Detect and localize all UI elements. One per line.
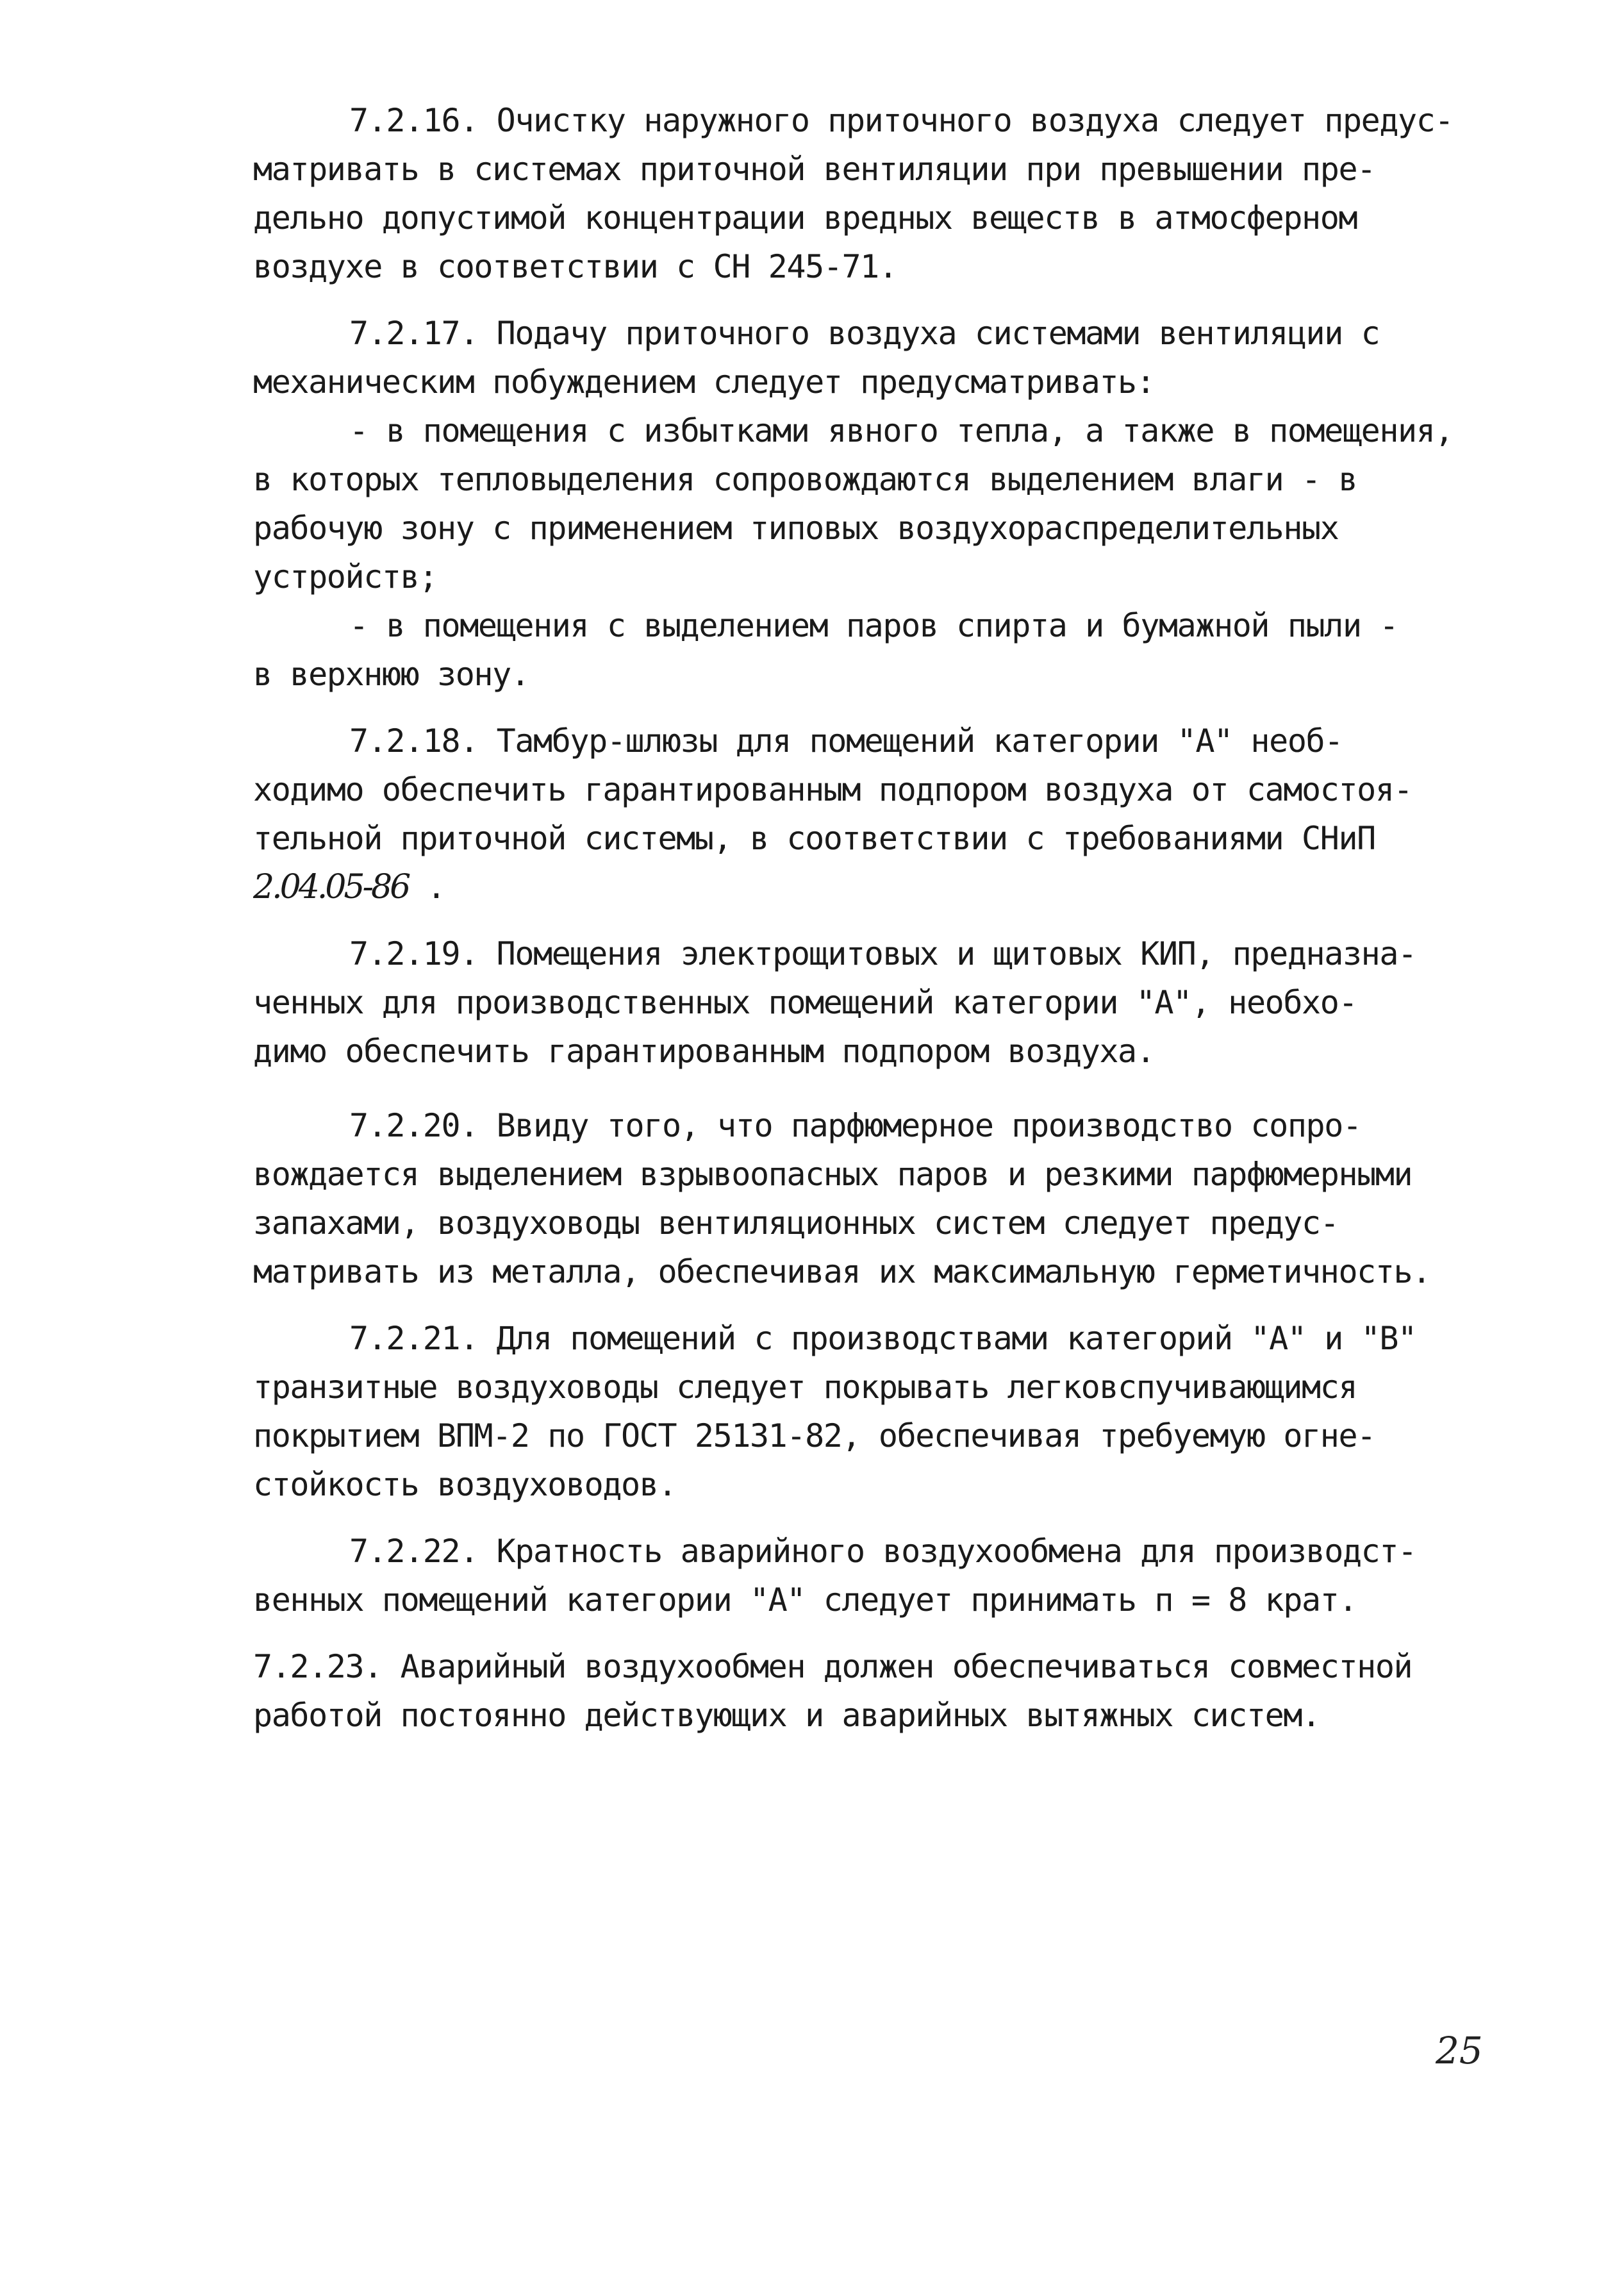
text-line: 7.2.21. Для помещений с производствами категорий "А" и "В" [349, 1320, 1416, 1357]
text-line: ходимо обеспечить гарантированным подпором воздуха от самостоя- [253, 771, 1413, 808]
text-line: покрытием ВПМ-2 по ГОСТ 25131-82, обеспечивая требуемую огне- [253, 1417, 1375, 1454]
text-line: дельно допустимой концентрации вредных веществ в атмосферном [253, 199, 1357, 237]
text-line: ченных для производственных помещений категории "А", необхо- [253, 984, 1357, 1021]
text-line: 7.2.19. Помещения электрощитовых и щитовых КИП, предназна- [349, 935, 1416, 972]
text-line: в верхнюю зону. [253, 656, 529, 693]
text-line: 7.2.17. Подачу приточного воздуха системами вентиляции с [349, 315, 1380, 352]
text-line: стойкость воздуховодов. [253, 1466, 677, 1503]
text-line: матривать в системах приточной вентиляции при превышении пре- [253, 151, 1375, 188]
document-body [253, 96, 1529, 1740]
paragraph-7-2-21 [253, 1314, 1529, 1509]
text-line: работой постоянно действующих и аварийных вытяжных систем. [253, 1697, 1320, 1734]
handwritten-snip-number: 2.04.05-86 [253, 868, 409, 906]
paragraph-7-2-22 [253, 1527, 1529, 1624]
text-line: в которых тепловыделения сопровождаются выделением влаги - в [253, 461, 1357, 498]
list-item: - в помещения с избытками явного тепла, а также в помещения, [349, 412, 1454, 449]
text-line: 7.2.22. Кратность аварийного воздухообмена для производст- [349, 1533, 1416, 1570]
text-line: тельной приточной системы, в соответствии с требованиями СНиП [253, 820, 1375, 857]
text-line: 7.2.20. Ввиду того, что парфюмерное производство сопро- [349, 1107, 1361, 1144]
paragraph-7-2-16 [253, 96, 1529, 291]
list-item: - в помещения с выделением паров спирта и бумажной пыли - [349, 607, 1398, 644]
paragraph-7-2-19 [253, 929, 1529, 1076]
text-line: 7.2.18. Тамбур-шлюзы для помещений категории "А" необ- [349, 722, 1343, 760]
sentence-end: . [408, 869, 445, 906]
text-line: венных помещений категории "А" следует принимать п = 8 крат. [253, 1581, 1357, 1619]
paragraph-7-2-20 [253, 1101, 1529, 1296]
paragraph-7-2-18 [253, 717, 1529, 912]
text-line: устройств; [253, 558, 438, 595]
paragraph-7-2-23 [253, 1642, 1529, 1740]
text-line: 7.2.16. Очистку наружного приточного воздуха следует предус- [349, 102, 1454, 139]
text-line: 7.2.23. Аварийный воздухообмен должен обеспечиваться совместной [253, 1648, 1413, 1685]
text-line: воздухе в соответствии с СН 245-71. [253, 248, 897, 285]
text-line: вождается выделением взрывоопасных паров и резкими парфюмерными [253, 1156, 1413, 1193]
paragraph-7-2-17 [253, 309, 1529, 699]
text-line: рабочую зону с применением типовых воздухораспределительных [253, 510, 1339, 547]
text-line: матривать из металла, обеспечивая их максимальную герметичность. [253, 1253, 1430, 1290]
text-line: запахами, воздуховоды вентиляционных систем следует предус- [253, 1204, 1339, 1242]
text-line: димо обеспечить гарантированным подпором воздуха. [253, 1033, 1155, 1070]
page-number: 25 [1436, 2029, 1483, 2072]
text-line: механическим побуждением следует предусматривать: [253, 363, 1155, 401]
text-line [253, 863, 1529, 912]
text-line: транзитные воздуховоды следует покрывать легковспучивающимся [253, 1369, 1357, 1406]
